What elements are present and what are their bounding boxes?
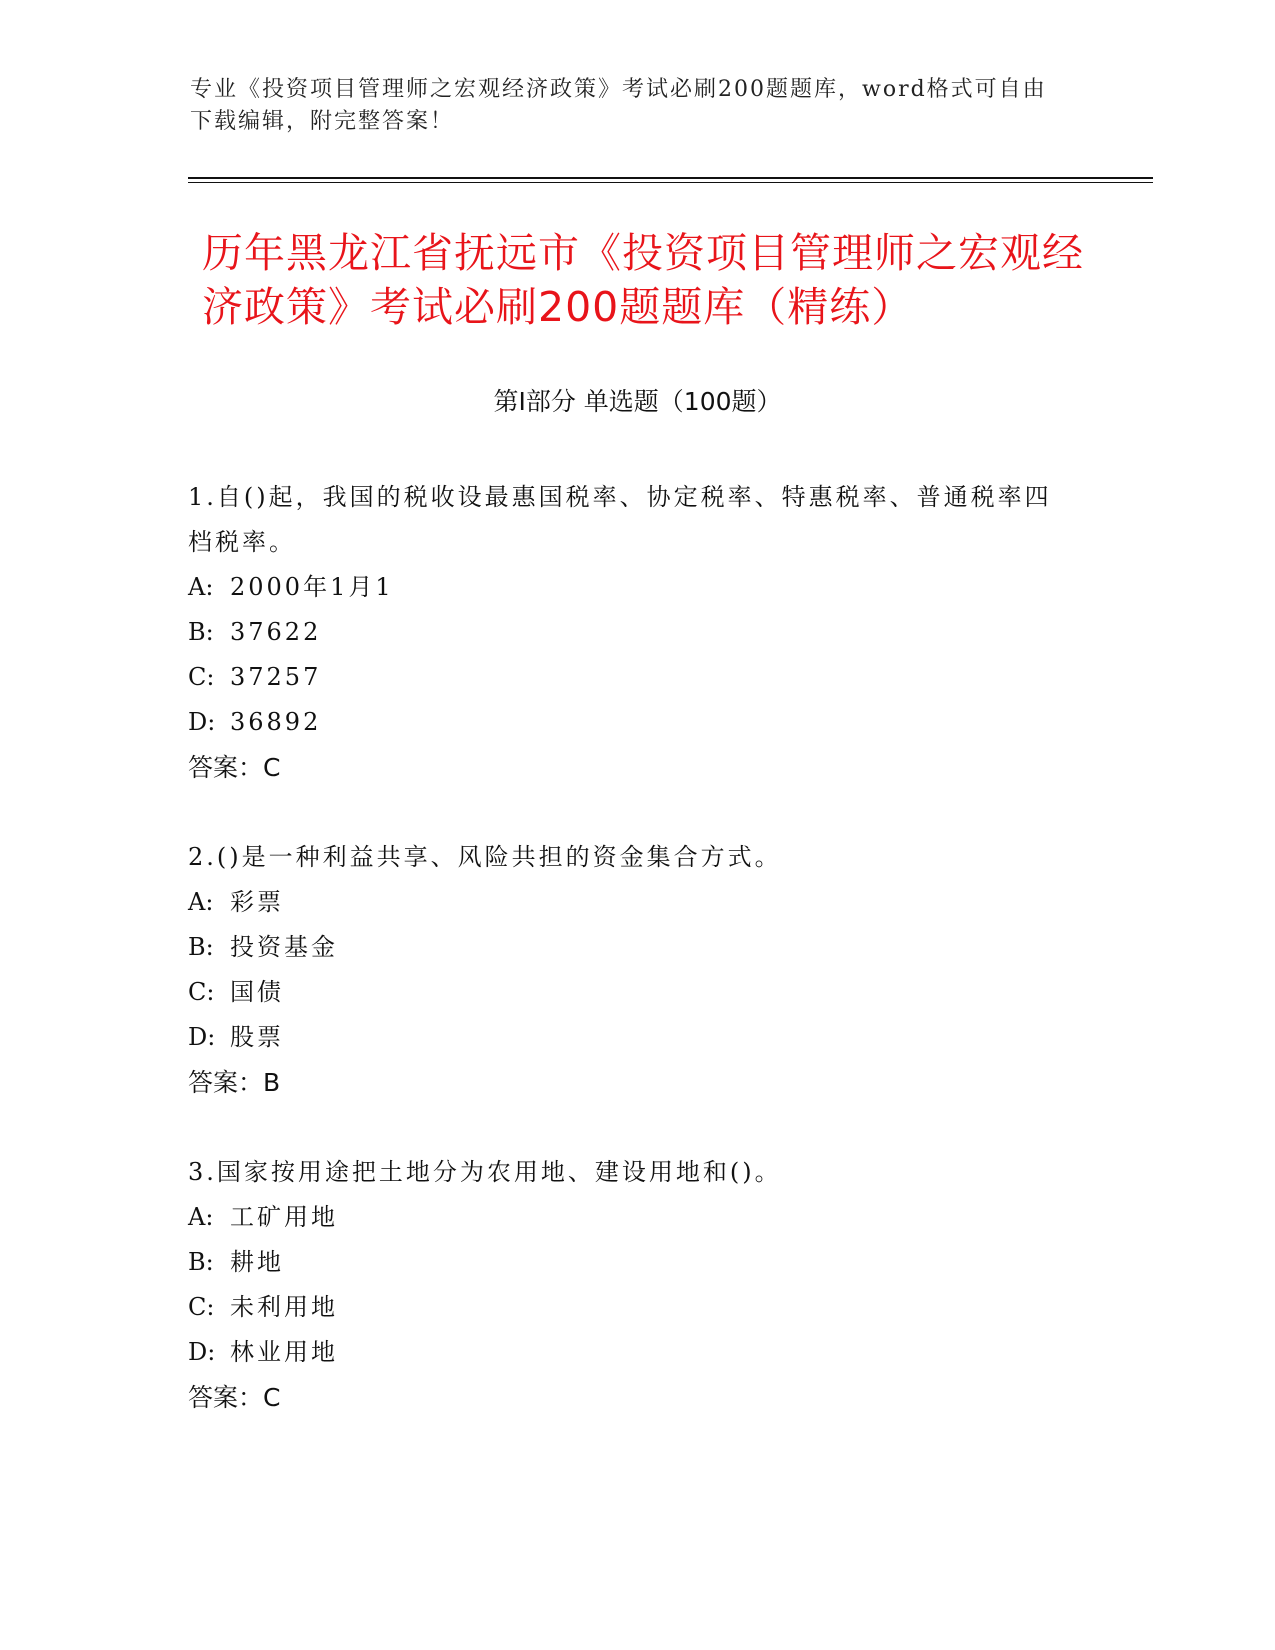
option-letter: D: — [188, 1023, 216, 1051]
option-c — [188, 1285, 1068, 1330]
option-d — [188, 1330, 1068, 1375]
option-text: 工矿用地 — [230, 1203, 338, 1231]
question-1 — [188, 475, 1068, 791]
option-text: 耕地 — [230, 1248, 284, 1276]
option-letter: A: — [188, 888, 214, 916]
header-note: 专业《投资项目管理师之宏观经济政策》考试必刷200题题库，word格式可自由下载编辑，附完整答案！ — [190, 77, 1047, 134]
option-text: 股票 — [230, 1023, 284, 1051]
option-text: 37257 — [230, 663, 322, 691]
question-3 — [188, 1150, 1068, 1421]
section-title: 第Ⅰ部分 单选题（100题） — [493, 387, 782, 416]
question-list — [188, 475, 1068, 1465]
option-b — [188, 1240, 1068, 1285]
option-letter: B: — [188, 1248, 214, 1276]
option-d — [188, 700, 1068, 745]
option-text: 国债 — [230, 978, 284, 1006]
option-letter: C: — [188, 663, 215, 691]
option-b — [188, 610, 1068, 655]
option-letter: C: — [188, 1293, 215, 1321]
option-text: 36892 — [230, 708, 322, 736]
option-a — [188, 1195, 1068, 1240]
option-text: 2000年1月1 — [230, 573, 394, 601]
option-text: 投资基金 — [230, 933, 338, 961]
option-a — [188, 565, 1068, 610]
option-letter: D: — [188, 708, 216, 736]
option-c — [188, 655, 1068, 700]
option-letter: A: — [188, 573, 214, 601]
option-letter: A: — [188, 1203, 214, 1231]
header-divider — [188, 177, 1153, 179]
document-title: 历年黑龙江省抚远市《投资项目管理师之宏观经济政策》考试必刷200题题库（精练） — [202, 229, 1084, 331]
option-a — [188, 880, 1068, 925]
option-letter: D: — [188, 1338, 216, 1366]
answer-label: 答案：B — [188, 1068, 281, 1097]
option-text: 37622 — [230, 618, 322, 646]
option-text: 未利用地 — [230, 1293, 338, 1321]
option-text: 彩票 — [230, 888, 284, 916]
option-letter: C: — [188, 978, 215, 1006]
option-b — [188, 925, 1068, 970]
answer-label: 答案：C — [188, 753, 281, 782]
option-text: 林业用地 — [230, 1338, 338, 1366]
question-2 — [188, 835, 1068, 1106]
question-stem: 1.自()起，我国的税收设最惠国税率、协定税率、特惠税率、普通税率四档税率。 — [188, 483, 1052, 556]
option-d — [188, 1015, 1068, 1060]
option-c — [188, 970, 1068, 1015]
question-stem: 2.()是一种利益共享、风险共担的资金集合方式。 — [188, 843, 782, 871]
header-divider-thin — [188, 182, 1153, 183]
question-stem: 3.国家按用途把土地分为农用地、建设用地和()。 — [188, 1158, 782, 1186]
answer-label: 答案：C — [188, 1383, 281, 1412]
option-letter: B: — [188, 618, 214, 646]
option-letter: B: — [188, 933, 214, 961]
